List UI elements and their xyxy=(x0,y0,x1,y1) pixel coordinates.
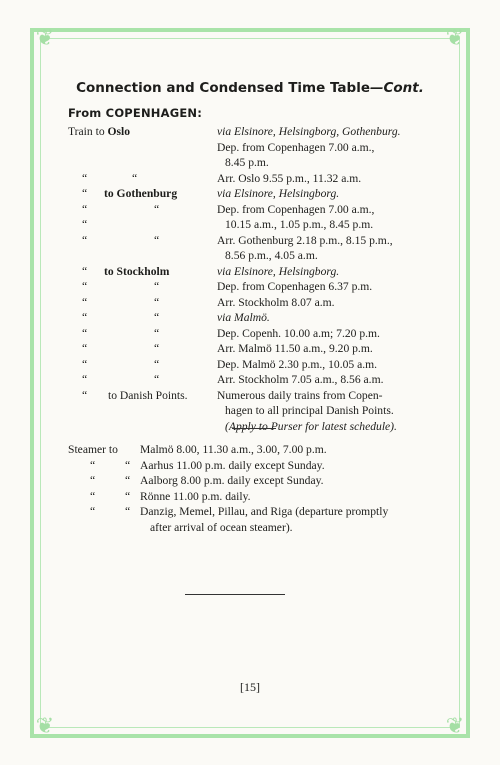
end-rule xyxy=(185,594,285,595)
ditto-mark: “ xyxy=(82,357,88,371)
page-title xyxy=(0,80,500,96)
route-label-text: to Danish Points. xyxy=(108,388,188,402)
schedule-text: Dep. from Copenhagen 7.00 a.m., xyxy=(217,202,375,216)
schedule-text: Arr. Malmö 11.50 a.m., 9.20 p.m. xyxy=(217,342,373,355)
corner-ornament-icon: ❦ xyxy=(445,26,465,51)
schedule-text-continued: hagen to all principal Danish Points. xyxy=(225,404,394,417)
page-title-cont: —Cont. xyxy=(370,80,424,96)
ditto-mark: “ xyxy=(125,474,131,487)
route-label xyxy=(68,125,130,138)
schedule-text: Dep. from Copenhagen 6.37 p.m. xyxy=(217,280,373,293)
ditto-mark: “ xyxy=(82,202,88,216)
route-destination: Oslo xyxy=(107,125,131,138)
steamer-destination: Rönne 11.00 p.m. daily. xyxy=(140,489,251,503)
ditto-mark: “ xyxy=(154,295,160,309)
ditto-mark: “ xyxy=(154,311,160,324)
ditto-mark: “ xyxy=(90,489,96,503)
page-title-main: Connection and Condensed Time Table xyxy=(76,80,370,96)
ditto-mark: “ xyxy=(154,202,160,216)
ditto-mark: “ xyxy=(82,218,88,231)
schedule-text: Arr. Stockholm 7.05 a.m., 8.56 a.m. xyxy=(217,373,384,386)
schedule-text-continued: 10.15 a.m., 1.05 p.m., 8.45 p.m. xyxy=(225,218,374,231)
ditto-mark: “ xyxy=(82,187,88,200)
section-heading: From COPENHAGEN: xyxy=(68,106,203,120)
ditto-mark: “ xyxy=(90,474,96,487)
ditto-mark: “ xyxy=(154,357,160,371)
steamer-destination: Aalborg 8.00 p.m. daily except Sunday. xyxy=(140,474,324,487)
ditto-mark: “ xyxy=(154,326,160,340)
schedule-text: Dep. Malmö 2.30 p.m., 10.05 a.m. xyxy=(217,357,378,371)
route-destination: to Stockholm xyxy=(104,264,170,278)
ditto-mark: “ xyxy=(82,264,88,278)
section-divider xyxy=(232,428,276,429)
schedule-text: Arr. Stockholm 8.07 a.m. xyxy=(217,295,335,309)
page-number: [15] xyxy=(240,680,260,694)
ditto-mark: “ xyxy=(154,342,160,355)
schedule-text: Dep. Copenh. 10.00 a.m; 7.20 p.m. xyxy=(217,326,380,340)
ditto-mark: “ xyxy=(82,342,88,355)
schedule-text-continued: 8.56 p.m., 4.05 a.m. xyxy=(225,249,318,262)
steamer-destination: Aarhus 11.00 p.m. daily except Sunday. xyxy=(140,458,325,472)
schedule-text: Dep. from Copenhagen 7.00 a.m., xyxy=(217,140,375,154)
ditto-mark: “ xyxy=(82,295,88,309)
ditto-mark: “ xyxy=(90,505,96,518)
ditto-mark: “ xyxy=(154,233,160,247)
route-label xyxy=(108,389,188,402)
corner-ornament-icon: ❦ xyxy=(35,26,55,51)
ditto-mark: “ xyxy=(90,458,96,472)
schedule-text-continued: (Apply to Purser for latest schedule). xyxy=(225,419,397,433)
corner-ornament-icon: ❦ xyxy=(35,714,55,739)
schedule-text: via Elsinore, Helsingborg, Gothenburg. xyxy=(217,125,401,138)
ditto-mark: “ xyxy=(154,280,160,293)
route-destination: to Gothenburg xyxy=(104,187,178,200)
ditto-mark: “ xyxy=(82,326,88,340)
schedule-text: Numerous daily trains from Copen- xyxy=(217,388,383,402)
ditto-mark: “ xyxy=(82,373,88,386)
route-label xyxy=(104,265,169,278)
ditto-mark: “ xyxy=(82,171,88,185)
ditto-mark: “ xyxy=(82,280,88,293)
ditto-mark: “ xyxy=(125,489,131,503)
steamer-destination-continued: after arrival of ocean steamer). xyxy=(150,520,293,534)
corner-ornament-icon: ❦ xyxy=(445,714,465,739)
schedule-text-continued: 8.45 p.m. xyxy=(225,156,269,169)
ditto-mark: “ xyxy=(82,311,88,324)
schedule-text: Arr. Oslo 9.55 p.m., 11.32 a.m. xyxy=(217,171,362,185)
route-label-text: Train to xyxy=(68,125,108,138)
schedule-text: via Elsinore, Helsingborg. xyxy=(217,187,340,200)
ditto-mark: “ xyxy=(82,233,88,247)
steamer-destination: Malmö 8.00, 11.30 a.m., 3.00, 7.00 p.m. xyxy=(140,443,327,456)
steamer-destination: Danzig, Memel, Pillau, and Riga (departure promptly xyxy=(140,505,389,518)
schedule-text: via Elsinore, Helsingborg. xyxy=(217,264,340,278)
steamer-label: Steamer to xyxy=(68,443,118,456)
route-label xyxy=(104,187,177,200)
ditto-mark: “ xyxy=(132,171,138,185)
schedule-text: via Malmö. xyxy=(217,311,270,324)
schedule-text: Arr. Gothenburg 2.18 p.m., 8.15 p.m., xyxy=(217,233,393,247)
ditto-mark: “ xyxy=(125,505,131,518)
ditto-mark: “ xyxy=(154,373,160,386)
ditto-mark: “ xyxy=(82,388,88,402)
ditto-mark: “ xyxy=(125,458,131,472)
